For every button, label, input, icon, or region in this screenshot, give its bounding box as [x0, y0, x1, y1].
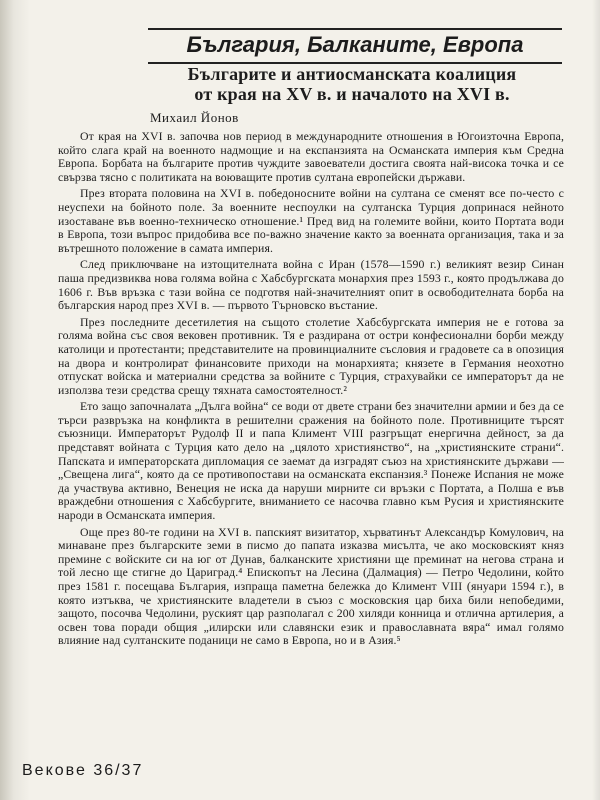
- article-title-line: от края на XV в. и началото на XVI в.: [194, 84, 510, 104]
- body-paragraph: През последните десетилетия на същото столетие Хабсбургската империя не е готова за голяма война със своя вековен противник. Тя е раздирана от остри конфесионални борби между католици и протестанти; представителите на провинциалните съсловия и градовете са в опозиция на двора и контролират финансовите приходи на монархията; князете в Германия неохотно отпускат войска и материални средства за войните с Турция, страхувайки се императорът да не използва тези средства срещу тяхната самостоятелност.²: [58, 314, 564, 397]
- body-paragraph: През втората половина на XVI в. победоносните войни на султана се сменят все по-често с неуспехи на бойното поле. За военните неспоулки на султанска Турция допринася нейното изоставане във военно-техническо отношение.¹ Пред вид на големите войни, които Портата води в Европа, този въпрос придобива все по-важно значение както за военната организация, така и за вътрешното положение в самата империя.: [58, 186, 564, 255]
- body-paragraph: Ето защо започналата „Дълга война“ се води от двете страни без значителни армии и без да се търси развръзка на конфликта в решителни сражения на бойното поле. Противниците търсят съюзници. Императорът Рудолф II и папа Климент VIII разгръщат енергична дейност, за да представят войната с Турция като дело на „цялото християнство“, на „християнските страни“. Папската и императорската дипломация се заемат да изградят съюз на християнските държави — „Свещена лига“, която да се противопостави на османската експанзия.³ Понеже Испания не може да участвува активно, Венеция не иска да наруши мирните си връзки с Портата, а Полша е във враждебни отношения с Хабсбургите, вниманието се насочва главно към Русия и християнските народи в Османската империя.: [58, 399, 564, 523]
- article-body: [58, 130, 564, 758]
- body-paragraph: От края на XVI в. започва нов период в международните отношения в Югоизточна Европа, който слага край на военното надмощие и на експанзията на Османската империя към Средна Европа. Борбата на българите против чуждите завоеватели достига своята най-висока точка и се свързва тясно с политиката на воюващите против султана европейски държави.: [58, 129, 564, 184]
- page-footer: Векове 36/37: [22, 762, 144, 779]
- body-paragraph: Още през 80-те години на XVI в. папският визитатор, хърватинът Александър Комулович, на минаване през българските земи в писмо до папата изказва мисълта, че ако московският княз премине с войските си на юг от Дунав, балканските християни ще преминат на негова страна и той лесно ще стигне до Цариград.⁴ Епископът на Лесина (Далмация) — Петро Чедолини, който през 1581 г. посещава България, изпраща паметна бележка до Климент VIII (януари 1594 г.), в която изтъква, че християнските владетели в съюз с московския цар биха били непобедими, защото, посочва Чедолини, руският цар разполагал с 200 хиляди конница и отлична артилерия, а освен това поради общия „илирски или славянски език и православната вяра“ имал голямо влияние над султанските поданици не само в Европа, но и в Азия.⁵: [58, 524, 564, 648]
- article-title: [128, 64, 576, 104]
- section-title: България, Балканите, Европа: [186, 32, 524, 57]
- article-title-line: Българите и антиосманската коалиция: [187, 64, 517, 84]
- article-author: Михаил Йонов: [150, 110, 239, 125]
- page-edge-shadow: [592, 0, 600, 800]
- body-paragraph: След приключване на изтощителната война с Иран (1578—1590 г.) великият везир Синан паша предизвиква нова голяма война с Хабсбургската монархия през 1593 г., която продължава до 1606 г. Във връзка с тази война се подготвя най-значителният опит в освободителната борба на българския народ през XVI в. — първото Търновско въстание.: [58, 257, 564, 313]
